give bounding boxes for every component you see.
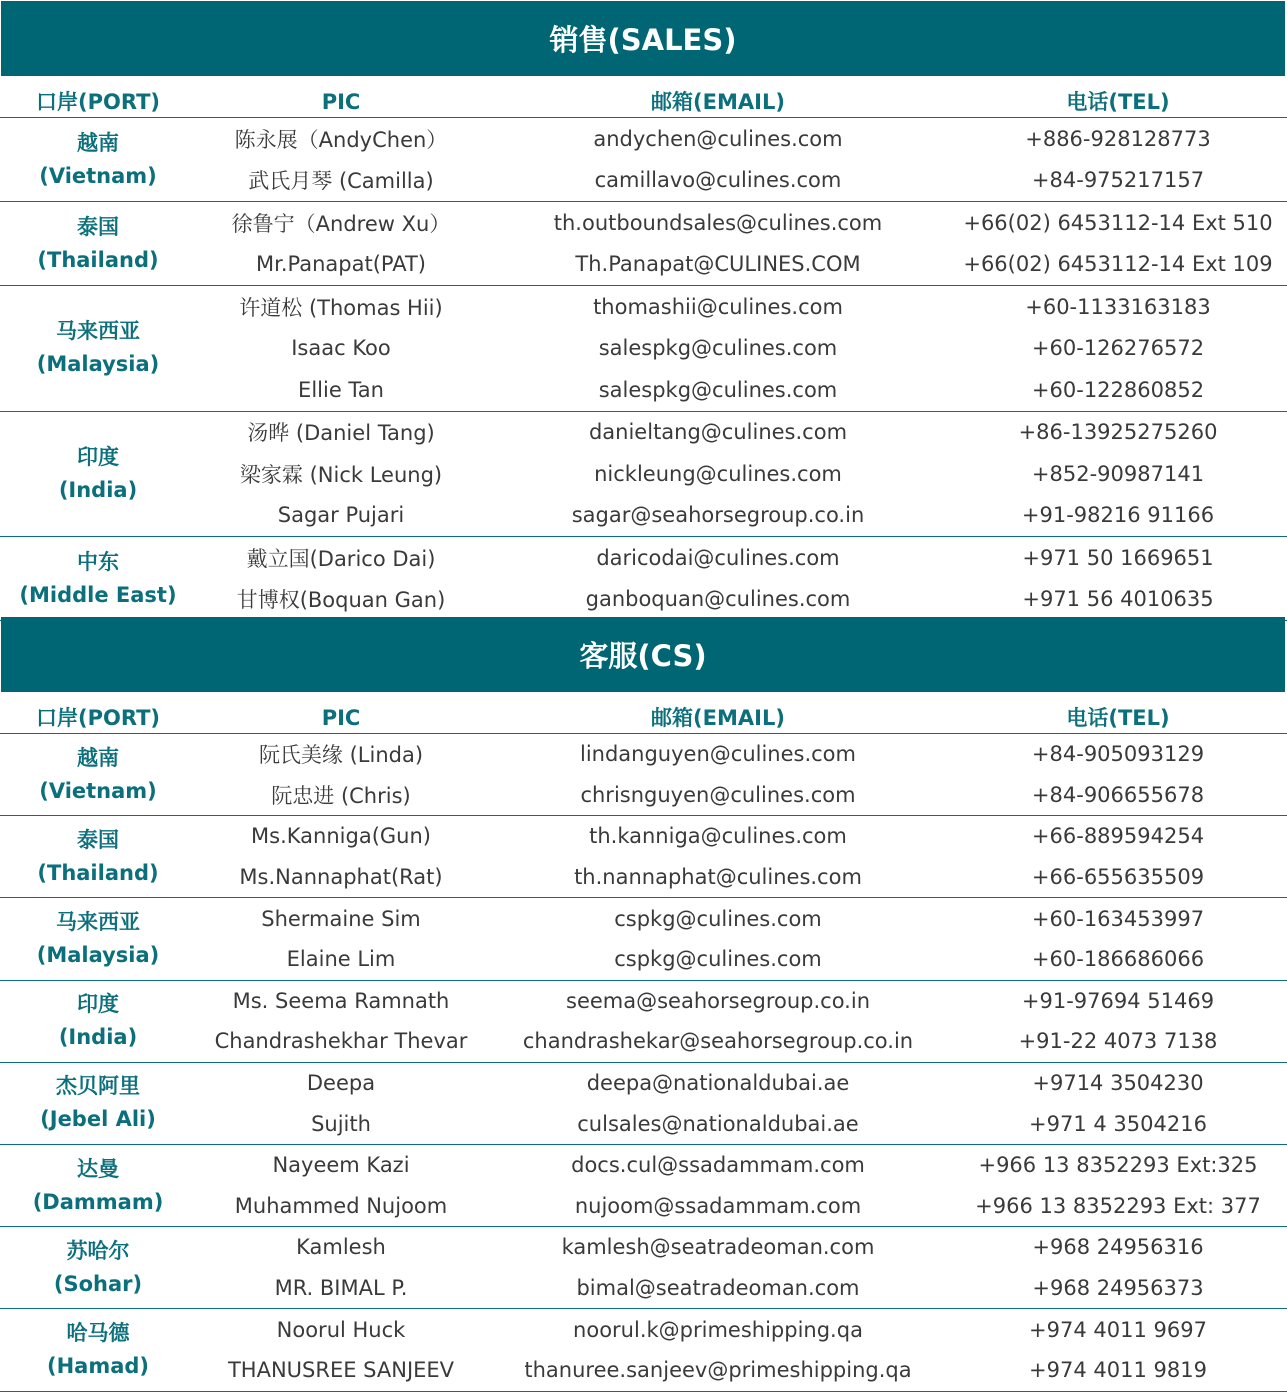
contact-email-link[interactable]: th.kanniga@culines.com xyxy=(589,824,847,849)
contact-phone: +91-98216 91166 xyxy=(1021,503,1215,528)
contact-row xyxy=(0,537,1287,579)
contact-name: MR. BIMAL P. xyxy=(274,1276,408,1301)
contact-row xyxy=(0,1021,1287,1062)
contact-name: Mr.Panapat(PAT) xyxy=(256,252,426,277)
contact-email-link[interactable]: th.outboundsales@culines.com xyxy=(553,210,883,235)
contact-email-link[interactable]: daricodai@culines.com xyxy=(596,545,840,570)
contact-name: Isaac Koo xyxy=(291,336,391,361)
contact-email-link[interactable]: deepa@nationaldubai.ae xyxy=(586,1071,850,1096)
contact-email-link[interactable]: lindanguyen@culines.com xyxy=(579,742,856,767)
port-name-cn: 越南 xyxy=(77,130,119,155)
contact-email-link[interactable]: nickleung@culines.com xyxy=(594,461,842,486)
port-name-cn: 杰贝阿里 xyxy=(56,1074,140,1099)
sales-title-bar: 销售(SALES) xyxy=(1,1,1285,76)
contact-name: Kamlesh xyxy=(296,1235,386,1260)
port-name-en: (Malaysia) xyxy=(36,352,160,377)
contact-name: Noorul Huck xyxy=(276,1317,406,1342)
contact-name: Nayeem Kazi xyxy=(272,1153,410,1178)
contact-phone: +60-1133163183 xyxy=(1025,294,1211,319)
port-group xyxy=(0,734,1287,815)
port-name-cn: 马来西亚 xyxy=(56,319,140,344)
port-name-en: (Malaysia) xyxy=(36,942,160,967)
contact-row xyxy=(0,202,1287,244)
port-name-en: (Dammam) xyxy=(32,1189,164,1214)
contact-phone: +968 24956316 xyxy=(1032,1235,1204,1260)
contact-phone: +60-186686066 xyxy=(1031,947,1205,972)
port-name-cn: 泰国 xyxy=(77,827,119,852)
header-pic: PIC xyxy=(321,706,361,730)
contact-name: Muhammed Nujoom xyxy=(234,1193,448,1218)
contact-name: Ms.Kanniga(Gun) xyxy=(251,824,431,849)
contact-phone: +886-928128773 xyxy=(1025,126,1211,151)
port-group xyxy=(0,981,1287,1062)
contact-phone: +84-975217157 xyxy=(1031,168,1205,193)
contact-name: 汤晔 (Daniel Tang) xyxy=(247,421,435,446)
contact-email-link[interactable]: salespkg@culines.com xyxy=(598,377,838,402)
port-name-en: (India) xyxy=(58,477,138,502)
contact-row xyxy=(0,579,1287,621)
contact-name: 梁家霖 (Nick Leung) xyxy=(239,462,443,487)
contact-phone: +60-122860852 xyxy=(1031,377,1205,402)
port-name-en: (Jebel Ali) xyxy=(40,1107,156,1132)
contact-phone: +91-97694 51469 xyxy=(1021,988,1215,1013)
contact-email-link[interactable]: noorul.k@primeshipping.qa xyxy=(573,1317,863,1342)
contact-name: THANUSREE SANJEEV xyxy=(227,1358,455,1383)
contact-row xyxy=(0,816,1287,857)
divider-line xyxy=(0,1391,1287,1392)
contact-row xyxy=(0,160,1287,202)
contact-name: 阮忠进 (Chris) xyxy=(271,783,411,808)
port-name-cn: 印度 xyxy=(77,444,119,469)
port-group xyxy=(0,1309,1287,1390)
contact-email-link[interactable]: cspkg@culines.com xyxy=(614,947,822,972)
contact-email-link[interactable]: sagar@seahorsegroup.co.in xyxy=(571,503,865,528)
contact-email-link[interactable]: Th.Panapat@CULINES.COM xyxy=(575,252,861,277)
contact-row xyxy=(0,1309,1287,1350)
contact-email-link[interactable]: andychen@culines.com xyxy=(593,126,843,151)
port-name-en: (Hamad) xyxy=(46,1353,150,1378)
port-group xyxy=(0,286,1287,411)
contact-phone: +966 13 8352293 Ext:325 xyxy=(978,1153,1258,1178)
contact-row xyxy=(0,1268,1287,1309)
contact-row xyxy=(0,286,1287,328)
contact-name: Sagar Pujari xyxy=(277,503,405,528)
contact-row xyxy=(0,734,1287,775)
contact-row xyxy=(0,118,1287,160)
contact-email-link[interactable]: bimal@seatradeoman.com xyxy=(576,1276,860,1301)
port-name-en: (Vietnam) xyxy=(39,163,157,188)
contact-email-link[interactable]: camillavo@culines.com xyxy=(594,168,842,193)
port-name-cn: 越南 xyxy=(77,745,119,770)
port-name-cn: 泰国 xyxy=(77,214,119,239)
header-tel: 电话(TEL) xyxy=(1066,706,1170,730)
contact-phone: +971 4 3504216 xyxy=(1029,1111,1207,1136)
contact-phone: +852-90987141 xyxy=(1031,461,1205,486)
contact-name: 徐鲁宁（Andrew Xu） xyxy=(231,211,451,236)
contact-name: Shermaine Sim xyxy=(261,906,421,931)
contact-phone: +60-163453997 xyxy=(1031,906,1205,931)
contact-email-link[interactable]: danieltang@culines.com xyxy=(588,420,848,445)
port-name-en: (Thailand) xyxy=(37,860,159,885)
contact-row xyxy=(0,775,1287,816)
contact-phone: +66(02) 6453112-14 Ext 510 xyxy=(963,210,1273,235)
contact-email-link[interactable]: thanuree.sanjeev@primeshipping.qa xyxy=(524,1358,912,1383)
port-name-en: (Sohar) xyxy=(53,1271,143,1296)
port-name-en: (India) xyxy=(58,1025,138,1050)
contact-email-link[interactable]: kamlesh@seatradeoman.com xyxy=(561,1235,875,1260)
contact-name: Ellie Tan xyxy=(298,377,384,402)
port-group xyxy=(0,898,1287,979)
cs-title-bar: 客服(CS) xyxy=(1,617,1285,692)
contact-phone: +974 4011 9697 xyxy=(1029,1317,1207,1342)
contact-phone: +86-13925275260 xyxy=(1018,420,1218,445)
contact-phone: +971 56 4010635 xyxy=(1022,587,1214,612)
contact-phone: +968 24956373 xyxy=(1032,1276,1204,1301)
port-group xyxy=(0,1063,1287,1144)
port-group xyxy=(0,537,1287,620)
contact-name: 武氏月琴 (Camilla) xyxy=(248,169,434,194)
header-port: 口岸(PORT) xyxy=(36,90,160,114)
header-email: 邮箱(EMAIL) xyxy=(651,706,785,730)
contact-name: Chandrashekhar Thevar xyxy=(214,1029,468,1054)
contact-phone: +91-22 4073 7138 xyxy=(1018,1029,1218,1054)
contact-email-link[interactable]: ganboquan@culines.com xyxy=(585,587,851,612)
contact-phone: +974 4011 9819 xyxy=(1029,1358,1207,1383)
port-name-cn: 印度 xyxy=(77,992,119,1017)
contact-phone: +966 13 8352293 Ext: 377 xyxy=(975,1193,1261,1218)
contact-row xyxy=(0,244,1287,286)
contact-phone: +60-126276572 xyxy=(1031,336,1205,361)
contact-row xyxy=(0,1063,1287,1104)
contact-row xyxy=(0,369,1287,411)
port-name-cn: 哈马德 xyxy=(66,1320,130,1345)
contact-phone: +66-655635509 xyxy=(1031,865,1205,890)
contact-row xyxy=(0,495,1287,537)
contact-email-link[interactable]: chrisnguyen@culines.com xyxy=(580,782,856,807)
contact-email-link[interactable]: culsales@nationaldubai.ae xyxy=(577,1111,859,1136)
port-name-en: (Thailand) xyxy=(37,247,159,272)
contact-phone: +971 50 1669651 xyxy=(1022,545,1214,570)
port-group xyxy=(0,1145,1287,1226)
header-email: 邮箱(EMAIL) xyxy=(651,90,785,114)
contact-row xyxy=(0,898,1287,939)
contact-name: Elaine Lim xyxy=(286,947,396,972)
contact-email-link[interactable]: cspkg@culines.com xyxy=(614,906,822,931)
contact-row xyxy=(0,857,1287,898)
contact-phone: +66-889594254 xyxy=(1031,824,1205,849)
contact-name: 戴立国(Darico Dai) xyxy=(246,546,436,571)
contact-name: Ms. Seema Ramnath xyxy=(232,988,450,1013)
contact-row xyxy=(0,1145,1287,1186)
port-name-cn: 达曼 xyxy=(77,1156,119,1181)
contact-phone: +84-906655678 xyxy=(1031,782,1205,807)
sales-column-headers xyxy=(0,76,1287,120)
port-name-cn: 马来西亚 xyxy=(56,909,140,934)
contact-row xyxy=(0,939,1287,980)
contact-email-link[interactable]: th.nannaphat@culines.com xyxy=(574,865,862,890)
contact-name: 许道松 (Thomas Hii) xyxy=(239,295,443,320)
contact-row xyxy=(0,412,1287,454)
contact-phone: +84-905093129 xyxy=(1031,742,1205,767)
contact-row xyxy=(0,981,1287,1022)
contact-row xyxy=(0,328,1287,370)
port-group xyxy=(0,1227,1287,1308)
header-tel: 电话(TEL) xyxy=(1066,90,1170,114)
port-name-en: (Middle East) xyxy=(19,582,177,607)
port-group xyxy=(0,118,1287,201)
contact-email-link[interactable]: salespkg@culines.com xyxy=(598,336,838,361)
header-pic: PIC xyxy=(321,90,361,114)
contact-email-link[interactable]: seema@seahorsegroup.co.in xyxy=(566,988,870,1013)
port-name-cn: 苏哈尔 xyxy=(66,1238,130,1263)
contact-email-link[interactable]: docs.cul@ssadammam.com xyxy=(571,1153,865,1178)
port-group xyxy=(0,412,1287,537)
contact-row xyxy=(0,453,1287,495)
port-name-en: (Vietnam) xyxy=(39,778,157,803)
contact-name: 阮氏美缘 (Linda) xyxy=(258,743,424,768)
contact-email-link[interactable]: nujoom@ssadammam.com xyxy=(574,1193,862,1218)
contact-name: Deepa xyxy=(306,1071,376,1096)
cs-column-headers xyxy=(0,692,1287,736)
contact-name: 陈永展（AndyChen） xyxy=(234,127,448,152)
contact-row xyxy=(0,1227,1287,1268)
port-group xyxy=(0,816,1287,897)
contact-phone: +66(02) 6453112-14 Ext 109 xyxy=(963,252,1273,277)
contact-phone: +9714 3504230 xyxy=(1032,1071,1204,1096)
contact-email-link[interactable]: thomashii@culines.com xyxy=(593,294,843,319)
port-group xyxy=(0,202,1287,285)
contact-name: Ms.Nannaphat(Rat) xyxy=(239,865,443,890)
contact-name: 甘博权(Boquan Gan) xyxy=(236,588,446,613)
header-port: 口岸(PORT) xyxy=(36,706,160,730)
port-name-cn: 中东 xyxy=(77,549,119,574)
contact-row xyxy=(0,1350,1287,1391)
contact-row xyxy=(0,1103,1287,1144)
contact-row xyxy=(0,1186,1287,1227)
contact-email-link[interactable]: chandrashekar@seahorsegroup.co.in xyxy=(522,1029,914,1054)
contact-name: Sujith xyxy=(311,1111,371,1136)
